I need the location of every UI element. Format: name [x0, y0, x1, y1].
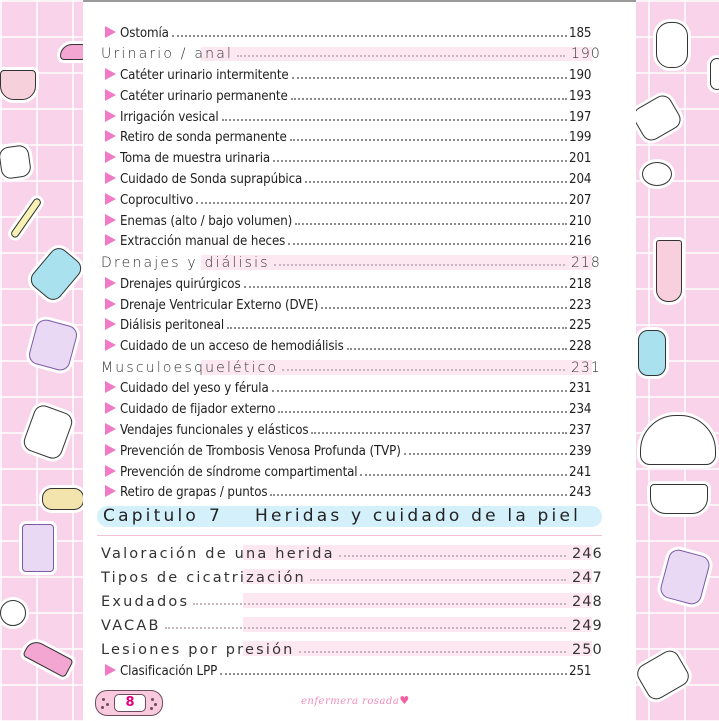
first-aid-kit-icon — [630, 92, 684, 144]
triangle-bullet-icon — [105, 277, 116, 289]
triangle-bullet-icon — [105, 465, 116, 477]
toc-section-urinario-anal[interactable]: Urinario / anal 190 — [101, 46, 601, 63]
toc-entry[interactable]: Catéter urinario permanente 193 — [83, 83, 636, 104]
coffee-cup-icon — [0, 70, 36, 100]
toc-entry[interactable]: Drenaje Ventricular Externo (DVE) 223 — [83, 292, 636, 313]
cotton-icon — [0, 600, 26, 626]
triangle-bullet-icon — [105, 381, 116, 393]
toc-entry[interactable]: Cuidado de un acceso de hemodiálisis 228 — [83, 333, 636, 354]
triangle-bullet-icon — [105, 664, 116, 676]
toc-section[interactable]: Tipos de cicatrización 247 — [101, 570, 603, 587]
iv-connector-icon — [27, 244, 85, 304]
triangle-bullet-icon — [105, 444, 116, 456]
brand-signature: enfermera rosada♥ — [301, 694, 410, 707]
scissors-icon — [656, 22, 688, 68]
page-footer — [83, 690, 636, 718]
toc-entry[interactable]: Retiro de grapas / puntos 243 — [83, 480, 636, 501]
clipboard-icon — [658, 547, 712, 606]
toc-entry[interactable]: Cuidado de Sonda suprapúbica 204 — [83, 166, 636, 187]
toc-entry[interactable]: Clasificación LPP 251 — [83, 658, 636, 679]
toc-entry[interactable]: Drenajes quirúrgicos 218 — [83, 271, 636, 292]
hand-sanitizer-icon — [710, 58, 719, 90]
nurse-cap-icon — [650, 484, 708, 514]
bandage-icon — [42, 488, 84, 510]
chapter-heading[interactable] — [97, 506, 602, 527]
toc-entry[interactable]: Extracción manual de heces 216 — [83, 229, 636, 250]
chapter-divider — [97, 535, 602, 536]
heart-icon: ♥ — [399, 694, 410, 707]
toc-entry[interactable]: Toma de muestra urinaria 201 — [83, 145, 636, 166]
triangle-bullet-icon — [105, 151, 116, 163]
chapter-prefix: Capitulo — [103, 506, 199, 527]
first-aid-kit-icon — [634, 647, 693, 703]
sneaker-icon — [22, 638, 74, 678]
triangle-bullet-icon — [105, 26, 116, 38]
triangle-bullet-icon — [105, 68, 116, 80]
triangle-bullet-icon — [105, 130, 116, 142]
toc-entry[interactable]: Prevención de síndrome compartimental 241 — [83, 459, 636, 480]
toc-entry[interactable]: Retiro de sonda permanente 199 — [83, 125, 636, 146]
stethoscope-icon — [640, 415, 716, 465]
nurse-cap-icon — [21, 403, 75, 462]
toc-entry[interactable]: Diálisis peritoneal 225 — [83, 313, 636, 334]
toc-entry[interactable]: Irrigación vesical 197 — [83, 104, 636, 125]
toc-section[interactable]: Exudados 248 — [101, 594, 603, 611]
toc-section-musculoesqueletico[interactable]: Musculoesquelético 231 — [101, 359, 601, 376]
scalpel-icon — [10, 197, 43, 239]
page-number: 8 — [114, 694, 146, 712]
toc-entry[interactable]: Vendajes funcionales y elásticos 237 — [83, 417, 636, 438]
id-badge-icon — [656, 240, 682, 302]
triangle-bullet-icon — [105, 193, 116, 205]
triangle-bullet-icon — [105, 214, 116, 226]
toc-entry[interactable]: Cuidado del yeso y férula 231 — [83, 376, 636, 397]
chapter-number: 7 — [208, 506, 223, 527]
nurse-cap-icon — [0, 144, 32, 180]
clipboard-icon — [22, 524, 54, 572]
clipboard-icon — [27, 317, 79, 372]
iv-connector-icon — [638, 330, 666, 376]
toc-entry-ostomia[interactable]: Ostomía 185 — [83, 20, 636, 41]
triangle-bullet-icon — [105, 318, 116, 330]
table-of-contents — [83, 20, 636, 679]
triangle-bullet-icon — [105, 172, 116, 184]
toc-section-drenajes-dialisis[interactable]: Drenajes y diálisis 218 — [101, 254, 601, 271]
triangle-bullet-icon — [105, 234, 116, 246]
toc-entry[interactable]: Coprocultivo 207 — [83, 187, 636, 208]
toc-entry[interactable]: Catéter urinario intermitente 190 — [83, 62, 636, 83]
triangle-bullet-icon — [105, 423, 116, 435]
triangle-bullet-icon — [105, 339, 116, 351]
toc-section[interactable]: Valoración de una herida 246 — [101, 546, 603, 563]
toc-entry[interactable]: Cuidado de fijador externo 234 — [83, 396, 636, 417]
triangle-bullet-icon — [105, 110, 116, 122]
toc-section[interactable]: Lesiones por presión 250 — [101, 642, 603, 659]
bandage-page-badge — [95, 690, 163, 716]
triangle-bullet-icon — [105, 89, 116, 101]
cotton-icon — [642, 162, 672, 186]
toc-entry[interactable]: Prevención de Trombosis Venosa Profunda (TVP) 239 — [83, 438, 636, 459]
toc-entry[interactable]: Enemas (alto / bajo volumen) 210 — [83, 208, 636, 229]
triangle-bullet-icon — [105, 298, 116, 310]
triangle-bullet-icon — [105, 402, 116, 414]
triangle-bullet-icon — [105, 485, 116, 497]
toc-section[interactable]: VACAB 249 — [101, 618, 603, 635]
chapter-title: Heridas y cuidado de la piel — [255, 506, 582, 527]
toc-page — [83, 0, 636, 721]
